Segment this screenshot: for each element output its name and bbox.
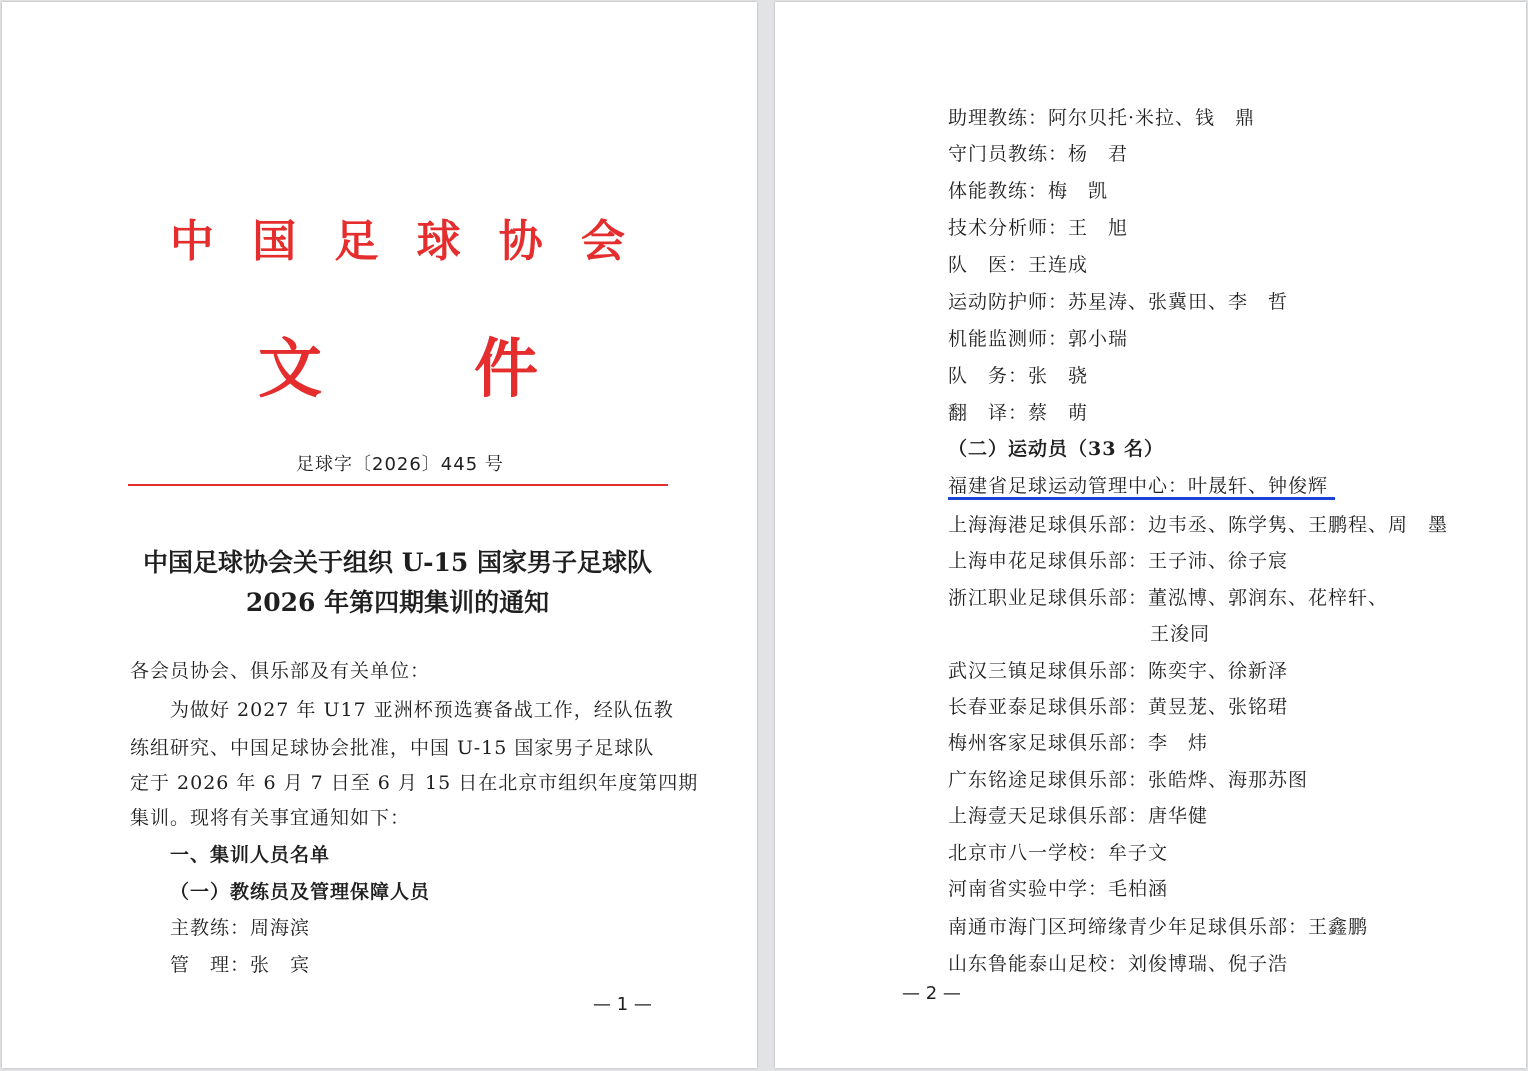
athlete-line-highlighted: 福建省足球运动管理中心：叶晟轩、钟俊辉	[948, 475, 1329, 497]
issuer-char: 球	[416, 216, 461, 267]
issuer-char: 会	[580, 216, 625, 267]
highlight-underline	[948, 497, 1335, 500]
staff-line: 体能教练：梅 凯	[948, 180, 1109, 202]
athlete-line: 梅州客家足球俱乐部：李 炜	[948, 732, 1209, 754]
subsection-heading: （二）运动员（33 名）	[948, 438, 1165, 460]
staff-line: 守门员教练：杨 君	[948, 143, 1129, 165]
staff-line: 运动防护师：苏星涛、张冀田、李 哲	[948, 291, 1289, 313]
paragraph-line: 为做好 2027 年 U17 亚洲杯预选赛备战工作，经队伍教	[170, 699, 674, 721]
athlete-line: 山东鲁能泰山足校：刘俊博瑞、倪子浩	[948, 953, 1289, 975]
athlete-line-continued: 王浚同	[1150, 623, 1211, 645]
athlete-line: 长春亚泰足球俱乐部：黄昱茏、张铭珺	[948, 696, 1289, 718]
athlete-line: 广东铭途足球俱乐部：张皓烨、海那苏图	[948, 769, 1309, 791]
page-number: — 2 —	[902, 983, 961, 1004]
staff-line: 队 务：张 骁	[948, 365, 1089, 387]
heading-char: 文	[258, 332, 322, 407]
athlete-line: 上海申花足球俱乐部：王子沛、徐子宸	[948, 550, 1289, 572]
issuer-name	[170, 205, 625, 269]
athlete-line: 北京市八一学校：牟子文	[948, 842, 1169, 864]
issuer-char: 协	[498, 216, 543, 267]
paragraph-line: 定于 2026 年 6 月 7 日至 6 月 15 日在北京市组织年度第四期	[130, 772, 699, 794]
issuer-char: 足	[334, 216, 379, 267]
athlete-line: 浙江职业足球俱乐部：董泓博、郭润东、花梓轩、	[948, 587, 1389, 609]
staff-line: 机能监测师：郭小瑞	[948, 328, 1129, 350]
document-number: 足球字〔2026〕445 号	[296, 454, 504, 475]
staff-line: 主教练：周海滨	[170, 917, 311, 939]
issuer-char: 中	[170, 216, 214, 267]
red-divider	[128, 484, 668, 486]
staff-line: 队 医：王连成	[948, 254, 1089, 276]
paragraph-line: 集训。现将有关事宜通知如下：	[130, 807, 411, 829]
staff-line: 翻 译：蔡 萌	[948, 402, 1089, 424]
staff-line: 助理教练：阿尔贝托·米拉、钱 鼎	[948, 107, 1256, 129]
athlete-line: 上海海港足球俱乐部：边韦丞、陈学隽、王鹏程、周 墨	[948, 514, 1449, 536]
heading-char: 件	[474, 332, 538, 407]
paragraph-line: 练组研究、中国足球协会批准，中国 U-15 国家男子足球队	[130, 737, 655, 759]
subsection-heading: （一）教练员及管理保障人员	[170, 881, 431, 903]
document-page-1	[2, 2, 757, 1068]
staff-line: 技术分析师：王 旭	[948, 217, 1129, 239]
notice-title-line-2: 2026 年第四期集训的通知	[245, 588, 550, 617]
athlete-line: 南通市海门区珂缔缘青少年足球俱乐部：王鑫鹏	[948, 916, 1369, 938]
salutation: 各会员协会、俱乐部及有关单位：	[130, 660, 431, 682]
athlete-line: 上海壹天足球俱乐部：唐华健	[948, 805, 1209, 827]
page-number: — 1 —	[593, 994, 652, 1015]
staff-line: 管 理：张 宾	[170, 954, 311, 976]
issuer-char: 国	[252, 216, 297, 267]
section-heading: 一、集训人员名单	[170, 844, 331, 866]
athlete-line: 武汉三镇足球俱乐部：陈奕宇、徐新泽	[948, 660, 1289, 682]
notice-title-line-1: 中国足球协会关于组织 U-15 国家男子足球队	[143, 548, 652, 577]
athlete-line: 河南省实验中学：毛柏涵	[948, 878, 1169, 900]
document-heading	[258, 318, 538, 410]
